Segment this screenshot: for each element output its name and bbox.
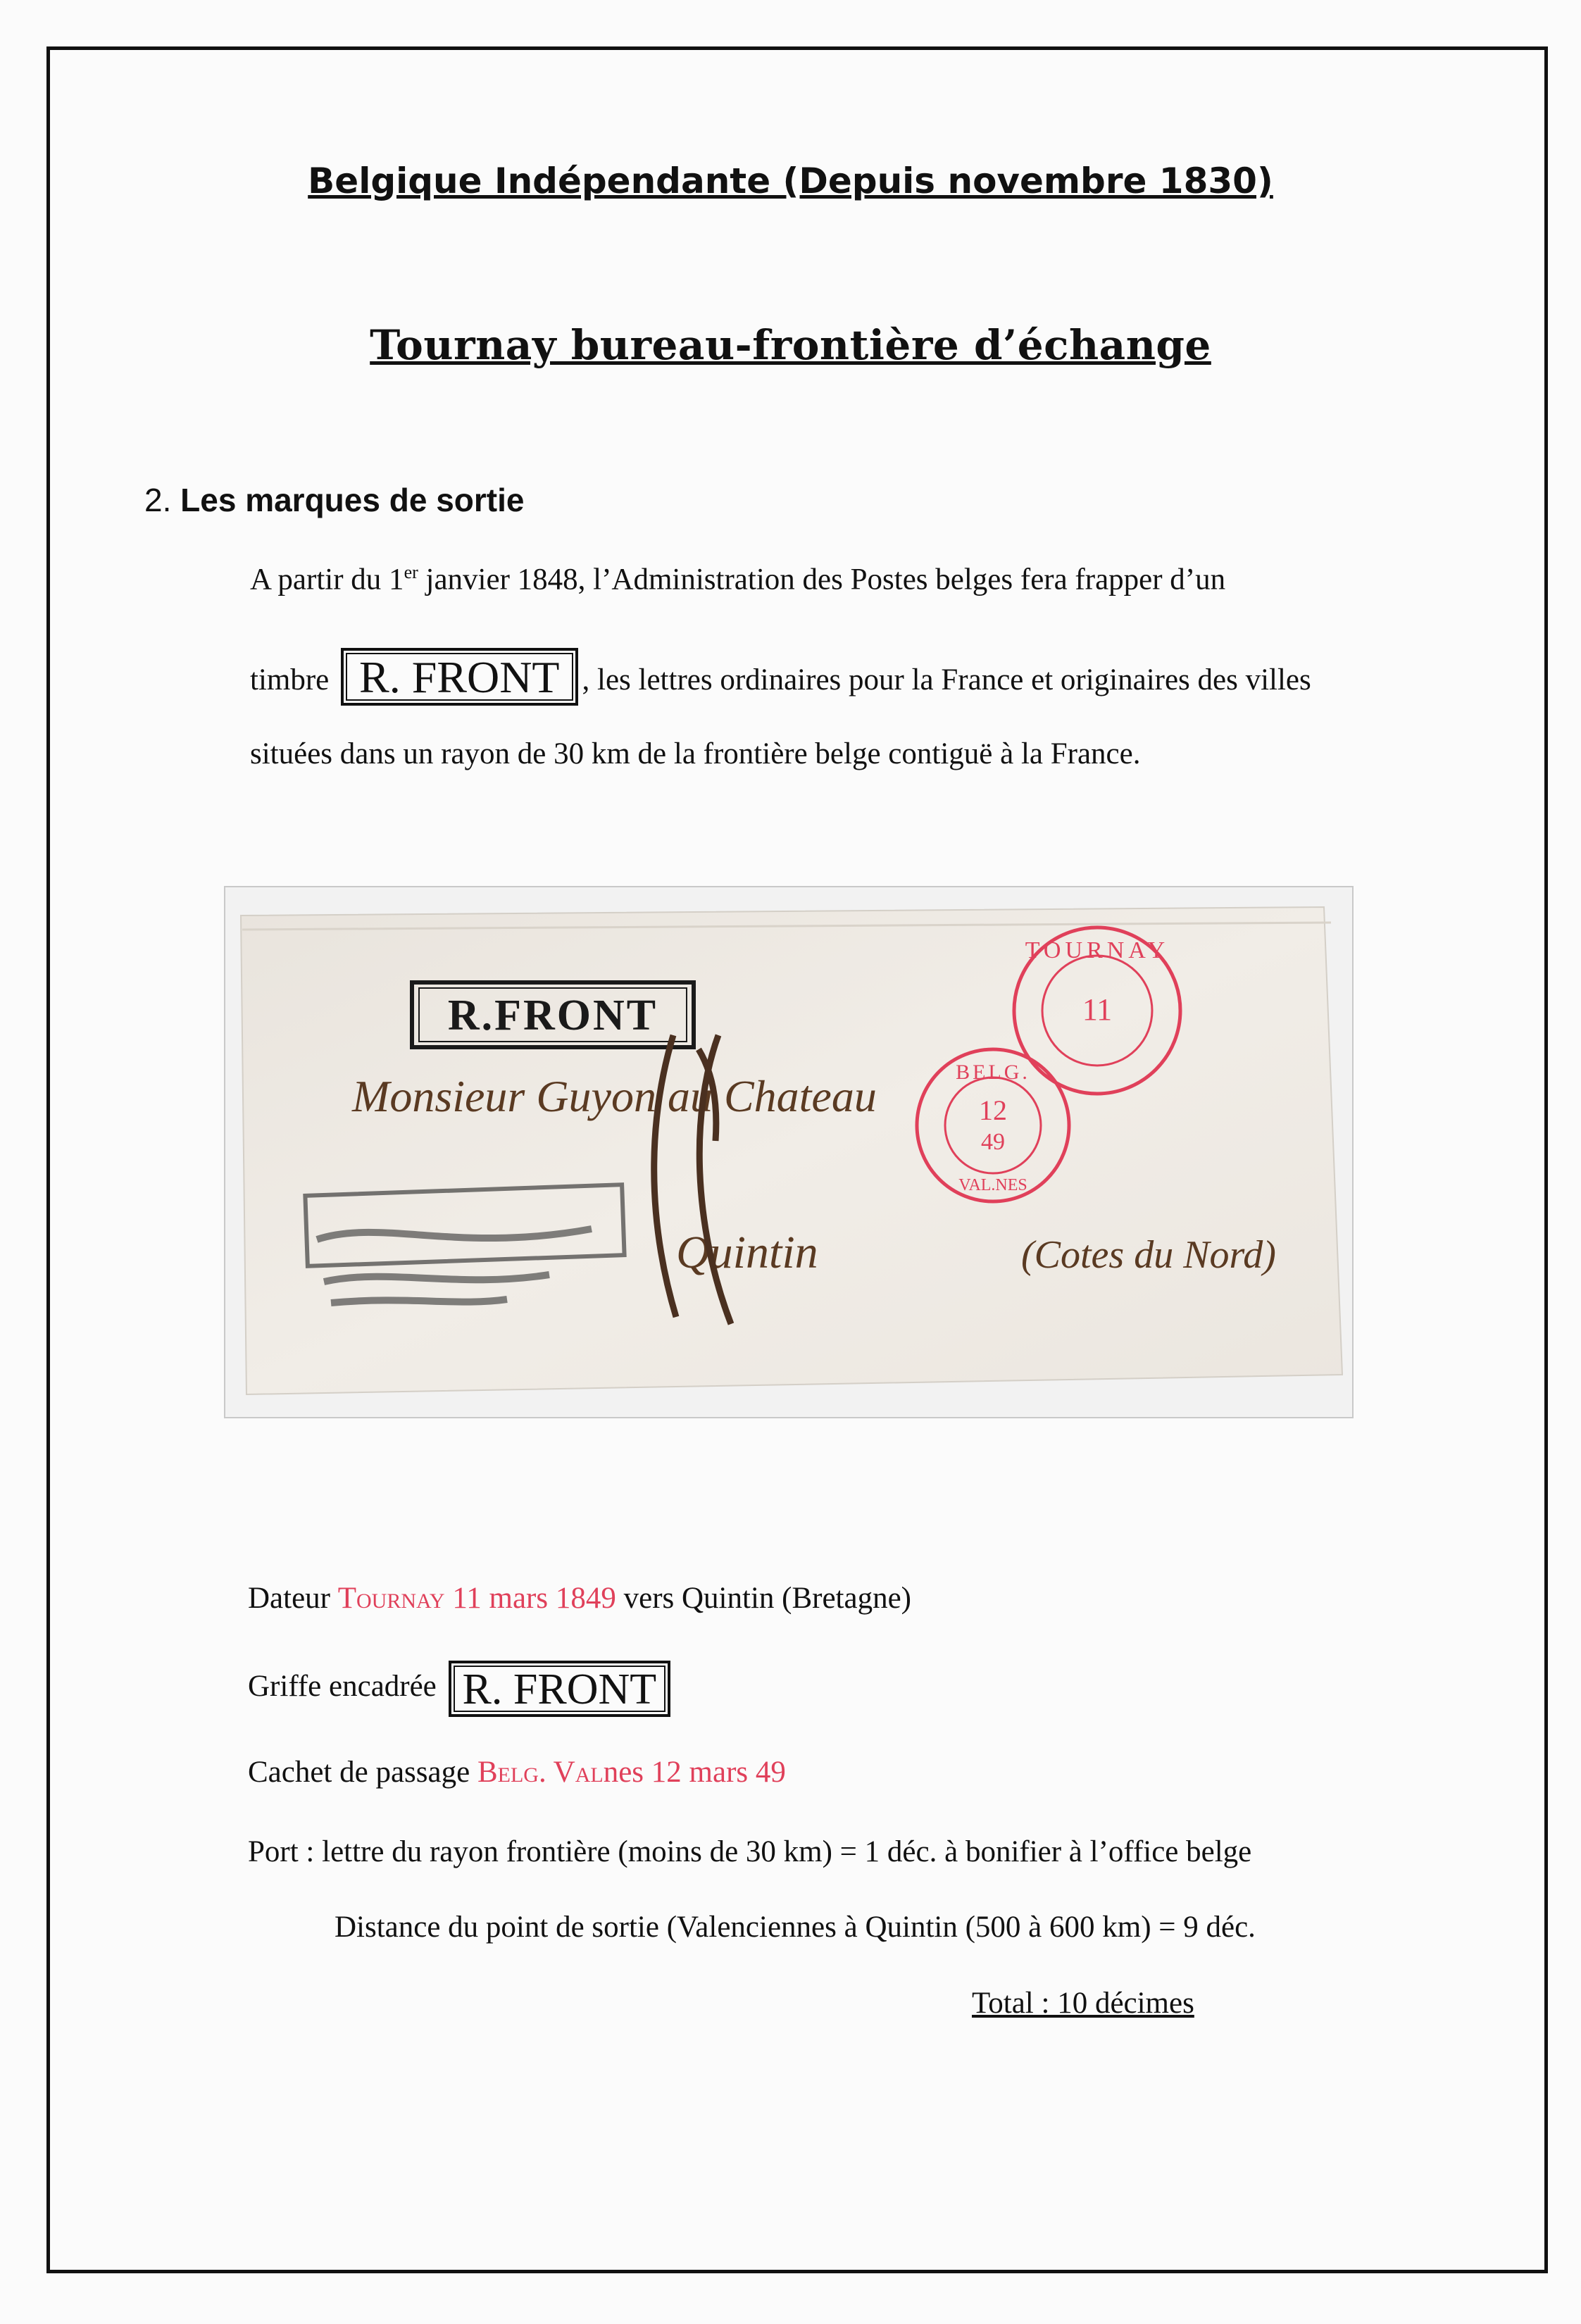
envelope-paper: [241, 907, 1342, 1394]
page-title: Belgique Indépendante (Depuis novembre 1830): [308, 161, 1273, 201]
caption-griffe: [248, 1661, 675, 1717]
intro-text: janvier 1848, l’Administration des Postes belges fera frapper d’un: [418, 563, 1226, 596]
intro-line-3: situées dans un rayon de 30 km de la frontière belge contiguë à la France.: [250, 737, 1141, 770]
dateur-date: 11 mars 1849: [452, 1582, 616, 1615]
tournay-cds-name: TOURNAY: [1025, 937, 1170, 963]
intro-text: A partir du 1: [250, 563, 404, 596]
caption-label: Cachet de passage: [248, 1756, 470, 1789]
cachet-date: nes 12 mars 49: [603, 1756, 786, 1789]
belg-cds-name: BELG.: [956, 1061, 1030, 1084]
cachet-office: Belg. Val: [477, 1756, 604, 1789]
griffe-stamp-box: R. FRONT: [449, 1661, 671, 1717]
cover-illustration: [225, 887, 1355, 1420]
caption-dateur: [248, 1581, 911, 1616]
belg-cds-bottom: VAL.NES: [958, 1176, 1027, 1194]
caption-distance: Distance du point de sortie (Valenciennes à Quintin (500 à 600 km) = 9 déc.: [335, 1911, 1256, 1944]
caption-cachet: [248, 1755, 786, 1789]
caption-text: vers Quintin (Bretagne): [623, 1582, 911, 1615]
belg-cds-year: 49: [981, 1129, 1005, 1155]
page-subtitle: Tournay bureau-frontière d’échange: [370, 321, 1211, 369]
cover-photo: [224, 886, 1354, 1418]
caption-total: Total : 10 décimes: [972, 1987, 1194, 2020]
rfront-postmark-text: R.FRONT: [447, 992, 658, 1039]
rfront-stamp-box: R. FRONT: [341, 648, 578, 706]
caption-label: Dateur: [248, 1582, 330, 1615]
tournay-cds-day: 11: [1082, 992, 1113, 1027]
section-number: 2.: [144, 482, 172, 518]
intro-line-2: [250, 654, 1311, 711]
intro-text: timbre: [250, 663, 330, 696]
section-heading: [144, 481, 524, 519]
rfront-postmark: [412, 982, 694, 1047]
intro-line-1: [250, 562, 1225, 596]
address-line-2: Quintin: [676, 1227, 818, 1278]
address-line-3: (Cotes du Nord): [1021, 1233, 1276, 1277]
address-line-1: Monsieur Guyon au Chateau: [352, 1071, 877, 1121]
intro-text: , les lettres ordinaires pour la France et originaires des villes: [582, 663, 1311, 696]
caption-label: Griffe encadrée: [248, 1669, 437, 1703]
caption-port: Port : lettre du rayon frontière (moins de 30 km) = 1 déc. à bonifier à l’office belge: [248, 1835, 1252, 1868]
section-title: Les marques de sortie: [180, 482, 525, 518]
dateur-place: Tournay: [337, 1582, 445, 1615]
belg-cds-day: 12: [979, 1094, 1007, 1126]
intro-superscript: er: [404, 562, 418, 582]
